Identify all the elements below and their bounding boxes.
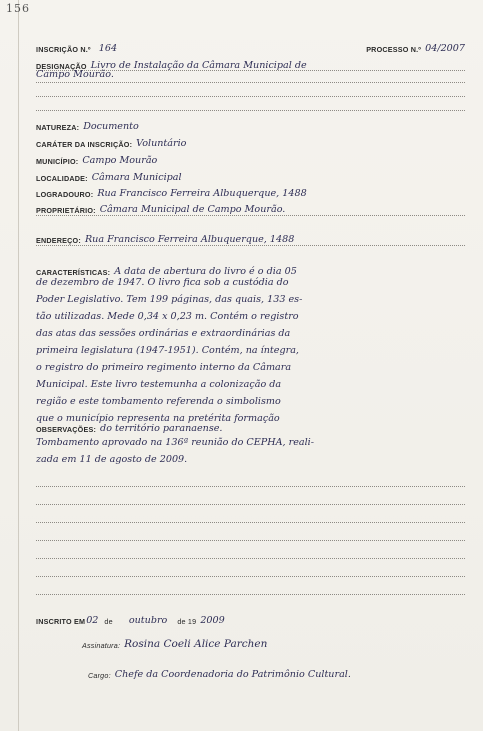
inscrito-de1: de: [104, 617, 113, 626]
caracteristicas-line: das atas das sessões ordinárias e extraordinárias da: [36, 328, 291, 339]
municipio-row: [36, 150, 465, 166]
caracteristicas-label: CARACTERÍSTICAS:: [36, 268, 111, 277]
rule: [36, 245, 465, 246]
rule: [36, 576, 465, 577]
natureza-row: [36, 116, 465, 132]
proprietario-label: PROPRIETÁRIO:: [36, 206, 96, 215]
endereco-row: [36, 229, 465, 245]
carater-row: [36, 133, 465, 149]
endereco-label: ENDEREÇO:: [36, 236, 81, 245]
cargo-label: Cargo:: [88, 671, 111, 680]
rule: [36, 522, 465, 523]
caracteristicas-row: [36, 261, 465, 277]
natureza-label: NATUREZA:: [36, 123, 80, 132]
inscrito-label: INSCRITO EM: [36, 617, 86, 626]
observacoes-line2: zada em 11 de agosto de 2009.: [36, 454, 188, 465]
inscrito-month: outubro: [128, 615, 168, 626]
cargo-value: Chefe da Coordenadoria do Patrimônio Cultural.: [114, 669, 351, 680]
observacoes-row: [36, 418, 465, 434]
rule: [36, 558, 465, 559]
rule: [36, 504, 465, 505]
observacoes-line1: Tombamento aprovado na 136ª reunião do CEPHA, reali-: [36, 437, 314, 448]
localidade-value: Câmara Municipal: [91, 172, 182, 183]
proprietario-row: [36, 199, 465, 215]
caracteristicas-line: o registro do primeiro regimento interno da Câmara: [36, 362, 292, 373]
rule: [36, 96, 465, 97]
inscrito-day: 02: [86, 615, 99, 626]
caracteristicas-line: tão utilizadas. Mede 0,34 x 0,23 m. Contém o registro: [36, 311, 299, 322]
observacoes-label: OBSERVAÇÕES:: [36, 425, 97, 434]
municipio-value: Campo Mourão: [82, 155, 158, 166]
endereco-value: Rua Francisco Ferreira Albuquerque, 1488: [84, 234, 295, 245]
caracteristicas-line: de dezembro de 1947. O livro fica sob a custódia do: [36, 277, 289, 288]
inscrito-year: 2009: [200, 615, 225, 626]
inscrito-de2: de 19: [177, 617, 197, 626]
inscrito-row: [36, 610, 465, 626]
caracteristicas-line: primeira legislatura (1947-1951). Contém, na íntegra,: [36, 345, 299, 356]
carater-value: Voluntário: [136, 138, 187, 149]
processo-label: PROCESSO N.º: [366, 45, 422, 54]
caracteristicas-line: região e este tombamento referenda o simbolismo: [36, 396, 281, 407]
assinatura-row: [82, 634, 465, 650]
caracteristicas-line: Poder Legislativo. Tem 199 páginas, das quais, 133 es-: [36, 294, 303, 305]
rule: [36, 486, 465, 487]
proprietario-value: Câmara Municipal de Campo Mourão.: [99, 204, 286, 215]
designacao-line2: Campo Mourão.: [36, 69, 114, 80]
municipio-label: MUNICÍPIO:: [36, 157, 79, 166]
rule: [36, 82, 465, 83]
cargo-row: [88, 664, 465, 680]
rule: [36, 594, 465, 595]
designacao-line1: Livro de Instalação da Câmara Municipal de: [90, 60, 307, 71]
carater-label: CARÁTER DA INSCRIÇÃO:: [36, 140, 133, 149]
natureza-value: Documento: [83, 121, 139, 132]
caracteristicas-line: Municipal. Este livro testemunha a colonização da: [36, 379, 282, 390]
inscricao-value: 164: [98, 43, 118, 54]
header-row: [36, 38, 465, 54]
localidade-label: LOCALIDADE:: [36, 174, 88, 183]
processo-value: 04/2007: [425, 43, 465, 54]
logradouro-label: LOGRADOURO:: [36, 190, 94, 199]
logradouro-row: [36, 183, 465, 199]
page-number: 156: [6, 2, 30, 15]
assinatura-label: Assinatura:: [82, 641, 121, 650]
localidade-row: [36, 167, 465, 183]
rule: [36, 110, 465, 111]
caracteristicas-line: que o município representa na pretérita formação: [36, 413, 280, 424]
caracteristicas-line: A data de abertura do livro é o dia 05: [114, 266, 297, 277]
caracteristicas-line: do território paranaense.: [100, 423, 223, 434]
logradouro-value: Rua Francisco Ferreira Albuquerque, 1488: [97, 188, 307, 199]
designacao-label: DESIGNAÇÃO: [36, 62, 87, 71]
signature: Rosina Coeli Alice Parchen: [124, 638, 268, 650]
inscricao-label: INSCRIÇÃO N.º: [36, 45, 91, 54]
rule: [36, 540, 465, 541]
rule: [36, 215, 465, 216]
